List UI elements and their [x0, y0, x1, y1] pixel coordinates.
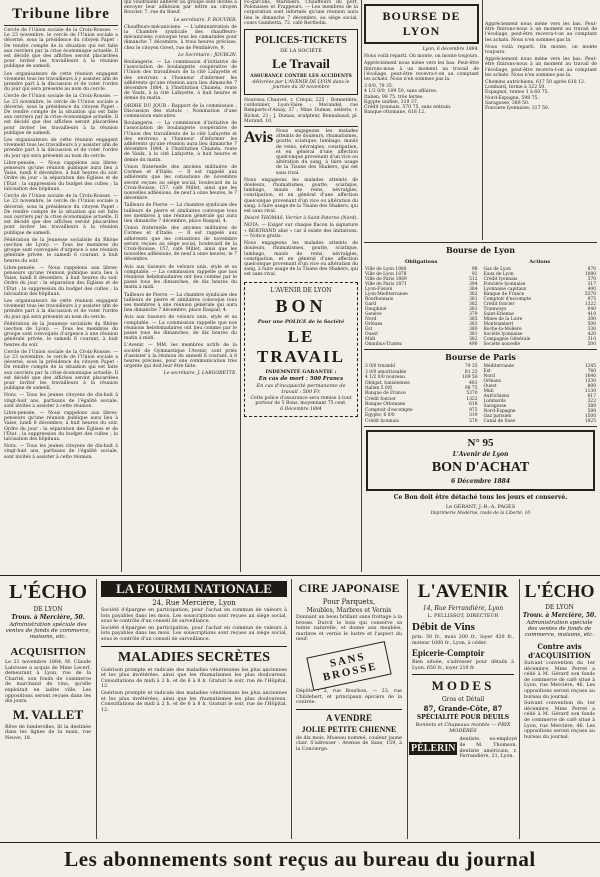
polices-head: POLICES-TICKETS — [255, 35, 347, 47]
quote-name: 3 0/0 amortissable — [365, 369, 407, 375]
quote-name: Roche-la-Molière — [483, 327, 522, 332]
quote-value: 1130 — [584, 389, 596, 394]
bourse-title-box — [364, 4, 479, 44]
quote-name: Crédit foncier — [365, 396, 397, 402]
ad-rule — [407, 579, 408, 839]
avis-block — [244, 129, 358, 178]
article-text: Les organisateurs de cette réunion engagent vivement tous les travailleurs à y assister afin de prendre part à la discussion et de voter l'ordre du jour qui sera présenté au nom du cercle. — [4, 71, 118, 93]
quote-value: 1640 — [584, 374, 596, 379]
ad-echo-left — [2, 579, 94, 839]
lyon-actions-table — [483, 267, 598, 347]
debit-title: Débit de Vins — [412, 621, 475, 633]
lyon-title: Bourse de Lyon — [445, 245, 516, 255]
quote-name: Montrambert — [483, 322, 514, 327]
rule — [244, 126, 358, 127]
quote-value: 383 — [469, 322, 478, 327]
rule — [364, 349, 597, 350]
article-text: Tailleurs de Pierre. — La chambre syndicale des tailleurs de pierre et similaires convoque tous ses membres à une réunion générale qui aura lieu dimanche 7 décembre, place Raspail, 4. — [124, 203, 237, 224]
quote-name: Genève — [365, 312, 382, 317]
quote-name: Compagnie Générale — [483, 337, 531, 342]
sans-brosse: SANS BROSSE — [321, 650, 379, 684]
quote-value: 382 — [469, 337, 478, 342]
polices-note: délivrées par L'AVENIR DE LYON dans le journée du 30 novembre — [252, 80, 350, 91]
quote-value: 382 — [469, 302, 478, 307]
fourmi-text: Société d'épargne en participation, pour l'achat en commun de valeurs à lots payables dans les mois. Les souscriptions sont reçues au siège social, sous le contrôle d'un conseil de surveillance. — [101, 608, 287, 625]
quote-name: Italien 5 0/0 — [365, 386, 393, 392]
quote-name: Foncière lyonnaise — [483, 282, 526, 287]
quote-value: 92 — [471, 272, 478, 277]
bon-indemnity: INDEMNITÉ GARANTIE : — [265, 368, 337, 375]
article-text: Cercle de l'Union sociale de la Croix-Rousse. — Le 23 novembre, le cercle de l'Union sociale a décerné, sous la présidence du citoyen Papet : De rendre compte de la situation qui est faite aux ouvriers par la crise économique actuelle. Il est décidé que des affiches seront placardées pour inviter les travailleurs à la réunion publique de samedi. — [4, 94, 118, 136]
middle-column — [244, 0, 358, 572]
article-text: Libre-pensée. — Nous rappelons aux libres-penseurs qu'une réunion publique aura lieu à Vaise, lundi 8 décembre, à huit heures du soir. Ordre du jour : la séparation des Églises et de l'État ; la suppression du budget des cultes ; la laïcisation des hôpitaux. — [4, 265, 118, 297]
quote-value: 382 — [469, 292, 478, 297]
avis-note: NOTA. — Exiger sur chaque flacon la signature « BERTRAND aîné » car il existe des imitations. — Notice gratis. — [244, 223, 358, 239]
quote-value: 760 — [587, 369, 596, 374]
bon-head: L'AVENIR DE LYON — [270, 286, 332, 294]
vendre-title: A VENDRE — [325, 712, 373, 723]
rente-line: Fonciere lyonnaise, 317 50. — [485, 106, 550, 112]
bourse-tables — [364, 240, 597, 580]
maladies-text: Guérison prompte et radicale des maladies vénériennes les plus anciennes et les plus invétérées, ainsi que les rhumatismes les plus douloureux. Consultations de midi à 2 h. et de 6 à 8 h. Gratuit le soir, rue de l'Hôpital, 12. — [101, 667, 287, 690]
column-rule — [240, 0, 241, 572]
rente-line: Espagnol, rentes 1 à 60 75. — [485, 90, 549, 96]
pelerin-block — [409, 737, 517, 759]
bourse-text: Nous voilà reparti. On monte, on monte toujours. — [364, 54, 479, 60]
paris-right-table — [483, 364, 598, 424]
quote-value: 570 — [469, 418, 478, 424]
bourse-text: Appréciement nous mène vers les bas. Peut-être finirons-nous à un moment au travail de l'écoliage, peut-être recevra-t-on au comptant les achats. Nous n'en sommes pas la. — [364, 61, 479, 83]
column-rule — [361, 0, 362, 572]
quote-name: Banque Ottomane — [365, 402, 406, 408]
sans-brosse-stamp — [306, 641, 391, 691]
cession-title: Contre avis d'ACQUISITION — [528, 642, 591, 660]
echo-address: Trouv. à Mercière, 50. — [522, 612, 597, 619]
quote-value: 618 — [469, 402, 478, 408]
quote-value: 1500 — [584, 414, 596, 419]
quote-value: 870 — [587, 267, 596, 272]
quote-name: Ville de Lyon 1878 — [365, 272, 407, 277]
quote-value: 81 25 — [464, 369, 478, 375]
rente-line: Banque ottomane, 618 12. — [364, 110, 426, 116]
lyon-right — [483, 257, 598, 347]
bon-sub: Pour une POLICE de la Société — [257, 318, 345, 325]
echo-title: L'ÉCHO — [524, 581, 595, 601]
polices-name: Le Travail — [272, 56, 330, 72]
polices-sub: DE LA SOCIÉTÉ — [280, 48, 322, 55]
avis-title: Avis — [244, 129, 274, 147]
quote-value: 381 — [469, 297, 478, 302]
modes-speciality: SPÉCIALITÉ POUR DEUILS — [416, 714, 510, 722]
rule — [101, 646, 287, 647]
quote-name: Ouest — [483, 384, 497, 389]
lyon-obligations-table — [364, 267, 479, 347]
signature: Le secrétaire, P. BOUVIER. — [173, 17, 237, 23]
rule — [4, 25, 118, 26]
signature: Le Secrétaire : JOUBLIN. — [178, 52, 237, 58]
quote-value: 317 — [587, 282, 596, 287]
quote-value: 310 — [587, 337, 596, 342]
quote-name: Omnibus-Tramw. — [365, 342, 403, 347]
subscriptions-banner: Les abonnements sont reçus au bureau du journal — [0, 842, 600, 875]
quote-value: 800 — [587, 384, 596, 389]
quote-value: 1330 — [584, 379, 596, 384]
epicerie-title: Epicerie-Comptoir — [412, 648, 485, 659]
quote-name: Comptoir d'escompte — [365, 407, 413, 413]
ad-rule — [96, 579, 97, 839]
quote-name: Lombards — [483, 399, 506, 404]
rente-line: Saragosse, 389 50. — [485, 100, 530, 106]
quote-value: 975 — [469, 407, 478, 413]
article-text: Chauffeurs-mécaniciens. — L'administration de la Chambre syndicale des chauffeurs-mécaniciens convoque tous les camarades pour dimanche 7 décembre, à trois heures précises, chez le citoyen Greet, rue de Penthièvre, 9. — [124, 24, 237, 51]
quote-name: Egypte, 6 0/0 — [365, 413, 395, 419]
order-of-day: ORDRE DU JOUR : Rapport de la commission ; Discussion des statuts ; Nomination d'une commission exécutive. — [124, 103, 237, 120]
rule — [364, 242, 597, 243]
ad-fourmi — [98, 579, 290, 839]
cire-sub2: Meubles, Marbres et Vernis — [306, 607, 392, 614]
chienne-text: de dix mois. Museau nommé, couleur jaune clair. S'adresser : Avenue de Saxe, 159, à la Concierge. — [296, 735, 402, 752]
article-text: Fédération de la Jeunesse socialiste du Rhône (section de Lyon). — Tous les membres du groupe sont convoqués d'urgence à une réunion générale privée, le samedi 6 courant, à huit heures du soir. — [4, 321, 118, 348]
quote-value: 98 — [471, 267, 478, 272]
quote-value: 5370 — [466, 391, 478, 397]
n95-sub: L'Avenir de Lyon — [452, 451, 509, 458]
quote-name: Saint-Etienne — [483, 312, 514, 317]
bon-achat-box — [366, 430, 595, 491]
quote-name: Obligat. tunisiennes — [365, 380, 410, 386]
quote-value: 79 35 — [464, 364, 478, 370]
quote-name: Orléans — [365, 322, 383, 327]
article-text: Boulangerie. — La commission d'initiative de l'association de boulangerie coopérative de l'Union des travailleurs de la cité Lafayette et des environs a l'honneur d'informer les adhérents qu'une réunion aura lieu dimanche 7 décembre 1884, à l'Institution Chianéa, route de Vaulx, à la cité Lafayette, à huit heures et demie du matin. — [124, 121, 237, 163]
echo-title: L'ÉCHO — [9, 581, 87, 603]
quote-value: 400 — [587, 287, 596, 292]
article-text: Nouveau Chauvet, r. Créqui, 225 ; Bonnetière, cordonnier, Lyon-Vaise ; Morandel, rue Remparts-d'Ainay, 37 ; Mme Dumas, sellerie, r. Bichat, 23 ; J. Dumas, sculpteur, Bonnabaud, pl. Morand, 10. — [244, 98, 358, 124]
rentes-list — [364, 84, 479, 115]
quote-value: 1080 — [584, 272, 596, 277]
ads-rule — [0, 575, 600, 576]
echo-address: Trouv. à Mercière, 50. — [11, 614, 85, 621]
quote-name: Méditerranée — [483, 364, 515, 369]
ad-cire — [293, 579, 405, 839]
quote-name: Gard — [365, 302, 377, 307]
modes-sub: Gros et Détail — [441, 696, 485, 704]
quote-name: Lyonnaise capitaux — [483, 287, 527, 292]
pelerin-text: dentiste, ex-employé de M. Thomson, dentiste américain, r. Ferrandière, 21, Lyon. — [459, 737, 517, 760]
article-text: Nora. — Tous les jeunes citoyens de dix-huit à vingt-huit ans, partisans de l'égalité sociale, sont invités à assister à cette réunion. — [4, 393, 118, 409]
quote-name: Ville de Lyon 1880 — [365, 267, 407, 272]
rente-line: Lombard, ferme à 322 50. — [485, 85, 546, 91]
acquisition-title: ACQUISITION — [10, 646, 86, 658]
rule — [296, 709, 402, 710]
article-text: L'Avenir. — MM. les membres actifs de la société de Gymnastique l'Avenir, sont priés d'assister à la réunion du samedi 6 courant, à 8 heures précises, pour une communication très urgente qui doit leur être faite. — [124, 343, 237, 370]
quote-name: Comptoir d'escompte — [483, 297, 532, 302]
quote-value: 381 — [469, 307, 478, 312]
cession-text: Suivant convention du 1er décembre, Mme Perret a cédé à M. Gérard son fonds de commerce de café situé à Lyon, rue Mercière, 46. Les oppositions seront reçues au bureau du journal. — [524, 661, 595, 700]
avis-text: Nous engageons les malades atteints de douleurs, rhumatismes, goutte, sciatique, lumbago, mauls de reins, névralgies, constipation, et en général d'une affection quelconque provenant d'un vice ou altération du sang, à faire usage de la Tisane des Shakers, qui est sans rival. — [276, 129, 358, 176]
imprimerie: Imprimerie Modèrne, route de la Liberté, 10 — [430, 511, 531, 516]
quote-name: Ouest — [365, 332, 379, 337]
acquisition-text: Le 21 novembre 1884, M. Claude Labrosse a acquis de Mme Lecerf, demeurant à Lyon, rue de la Charité, son fonds de commerce de marchand de vins, qu'elle exploitait en ladite ville. Les oppositions seront reçues dans les dix jours. — [5, 660, 91, 705]
rente-line: Crédit lyonnais, 570 75, sans entrain. — [364, 105, 452, 111]
echo-sub: DE LYON — [545, 604, 574, 611]
quote-value: 394 — [469, 282, 478, 287]
quote-value: 380 — [469, 327, 478, 332]
quote-value: 330 — [587, 327, 596, 332]
quote-value: 389 — [587, 404, 596, 409]
bourse-text: Appréciement nous mène vers les bas. Peut-être finirons-nous à un moment au travail de l'écoliage, peut-être recevra-t-on au comptant les achats. Nous n'en sommes pas la. — [485, 57, 597, 78]
paris-left-table — [364, 364, 479, 424]
pelerin-title: PÈLERIN — [411, 743, 456, 755]
avis-note: Nous engageons les malades atteints de douleurs, rhumatismes, goutte, sciatique, lumbago, mauls de reins, névralgies, constipation, et en général d'une affection quelconque provenant d'un vice ou altération du sang, à faire usage de la Tisane des Shakers, qui est sans rival. — [244, 241, 358, 278]
quote-name: Nord-Espagne — [483, 409, 516, 414]
bourse-text: Nous voilà reparti. On monte, on monte toujours. — [485, 44, 597, 56]
fourmi-banner — [101, 581, 287, 597]
lyon-left — [364, 257, 479, 347]
rente-line: Nord-Espagne, 598 75. — [485, 95, 539, 101]
quote-name: Banque de France — [483, 292, 525, 297]
rente-line: Egypte unifiée, 319 37. — [364, 99, 419, 105]
quote-name: Nord — [365, 317, 377, 322]
lyon-sub: Obligations — [405, 259, 438, 265]
quote-name: Orléans — [483, 379, 501, 384]
chienne-title: JOLIE PETITE CHIENNE — [301, 724, 397, 734]
article-text: Cercle de l'Union sociale de la Croix-Rousse. — Le 23 novembre, le cercle de l'Union sociale a décerné, sous la présidence du citoyen Papet : De rendre compte de la situation qui est faite aux ouvriers par la crise économique actuelle. Il est décidé que des affiches seront placardées pour inviter les travailleurs à la réunion publique de samedi. — [4, 194, 118, 236]
article-text: qui voudraient adhérer au groupe sont invités à envoyer leur adhésion par lettre au citoyen Bouvier, 7, rue du Bœuf. — [124, 0, 237, 16]
quote-name: Société lyonnaise — [483, 332, 523, 337]
quote-name: Nord — [483, 374, 495, 379]
article-text: Tailleurs de Pierre. — La chambre syndicale des tailleurs de pierre et similaires convoque tous ses membres à une réunion générale qui aura lieu dimanche 7 décembre, place Raspail, 4. — [124, 292, 237, 314]
signature: Le secrétaire, J. LARGORETTE. — [163, 371, 237, 377]
cire-text: Donnant un beau brillant sans frottage à la brosse. Durcit le bois qui conserve sa teinte naturelle, et donne aux meubles, marbres et vernis le lustre et l'aspect du neuf. — [296, 615, 402, 643]
quote-name: Crédit foncier — [483, 302, 515, 307]
article-text: Union fraternelle des anciens militaires de Cormes et d'Italie. — Il est rappelé aux adhérents que les cotisations de novembre seront reçues au siège social, boulevard de la Croix-Rousse, 157, café Millet, ainsi que les nouvelles adhésions, de neuf à onze heures, le 7 décembre. — [124, 164, 237, 202]
quote-value: 1925 — [584, 419, 596, 424]
quote-name: Crédit lyonnais — [365, 418, 399, 424]
article-text: Cercle de l'Union sociale de la Croix-Rousse. — Le 23 novembre, le cercle de l'Union sociale a décerné, sous la présidence du citoyen Papet : De rendre compte de la situation qui est faite aux ouvriers par la crise économique actuelle. Il est décidé que des affiches seront placardées pour inviter les travailleurs à la réunion publique de samedi. — [4, 28, 118, 70]
cire-title: CIRE JAPONAISE — [298, 581, 400, 595]
quote-value: 500 — [587, 342, 596, 347]
quote-name: Ville de Paris 1871 — [365, 282, 407, 287]
quote-name: Est — [365, 327, 373, 332]
vallet-text: Rêve de lunderolles, lit la destinée dans les lignes de la main, rue Neuve, 18. — [5, 724, 91, 741]
quote-name: 3 0/0 trnsmbl — [365, 364, 395, 370]
quote-value: 319 — [469, 413, 478, 419]
rule — [412, 674, 514, 675]
ad-avenir — [409, 579, 517, 839]
cire-sub: Pour Parquets, — [322, 598, 376, 606]
modes-title: MODES — [431, 678, 495, 694]
rente-line: Chemins autrichiens, 617 50 après 618 12. — [485, 80, 586, 86]
article-text: Avis aux tisseurs de velours unis, style et sa comptable. — La commission rappelle que nos réunions hebdomadaires ont lieu comme par le passé tous les dimanches, de dix heures du matin à midi. — [124, 315, 237, 342]
quote-value: 570 — [587, 277, 596, 282]
bon-amount2: En cas d'incapacité permanente de travail : 500 Fr. — [256, 382, 346, 395]
quote-value: 379 — [469, 312, 478, 317]
avenir-director: L. PELLISSOT, DIRECTEUR — [427, 613, 499, 619]
quote-value: 109 50 — [462, 375, 478, 381]
cession-text: Suivant convention du 1er décembre, Mme Perret a cédé à M. Gérard son fonds de commerce de café situé à Lyon, rue Mercière, 46. Les oppositions seront reçues au bureau du journal. — [524, 701, 595, 740]
fourmi-address: 24, Rue Mercière, Lyon — [152, 599, 236, 607]
gerant: Le GÉRANT, J.-B.-A. PAGÈS — [445, 504, 516, 510]
epicerie-text: Bien située, s'adresser pour détails à Lyon. 650 fr., loyer 210 fr. — [412, 660, 514, 671]
rule — [364, 426, 597, 427]
quote-value: 500 — [587, 322, 596, 327]
tribune-column — [4, 0, 118, 462]
quote-name: Saragosse — [483, 404, 507, 409]
quote-row — [364, 342, 479, 347]
quote-value: 322 — [587, 399, 596, 404]
achat-title: BON D'ACHAT — [431, 460, 530, 475]
quote-name: Dauphiné — [365, 307, 387, 312]
article-text: Nora. — Tous les jeunes citoyens de dix-huit à vingt-huit ans, partisans de l'égalité sociale, sont invités à assister à cette réunion. — [4, 444, 118, 460]
article-text: Fo-garcons, Mariniers, Chauffeurs du port, Polonaises et Frappeurs. — Les membres de la corporation sont informés qu'une réunion aura lieu le dimanche 7 décembre, au siège social, cours Gambetta, 72, café Berthelin. — [244, 0, 358, 26]
paris-tables — [364, 364, 597, 424]
article-text: Les organisateurs de cette réunion engagent vivement tous les travailleurs à y assister afin de prendre part à la discussion et de voter l'ordre du jour qui sera présenté au nom du cercle. — [4, 298, 118, 320]
notices-column — [124, 0, 237, 572]
quote-value: 617 — [587, 394, 596, 399]
quote-row — [483, 419, 598, 424]
quote-name: Midi — [365, 337, 376, 342]
quote-row — [483, 342, 598, 347]
quote-value: 381 — [469, 332, 478, 337]
ad-rule — [519, 579, 520, 839]
quote-value: 385 — [469, 317, 478, 322]
echo-text: Administration spéciale des ventes de fonds de commerce, maisons, etc. — [5, 622, 91, 640]
quote-value: 410 — [587, 312, 596, 317]
article-text: Libre-pensée. — Nous rappelons aux libres-penseurs qu'une réunion publique aura lieu à Vaise, lundi 8 décembre, à huit heures du soir. Ordre du jour : la séparation des Églises et de l'État ; la suppression du budget des cultes ; la laïcisation des hôpitaux. — [4, 411, 118, 443]
lyon-tables — [364, 257, 597, 347]
quote-name: Tramways — [483, 307, 507, 312]
quote-value: 1322 — [584, 302, 596, 307]
quote-name: Est — [483, 369, 491, 374]
cire-depot: Dépôts : 2, rue Bourbon, — 23, rue Childebert, et principaux épiciers de la contrée. — [296, 688, 402, 706]
bon-foot: Cette police d'assurance sera remise à tout porteur de 5 Bons, moyennant 75 cent. — [250, 395, 352, 406]
quote-value: 490 — [469, 342, 478, 347]
rente-line: 3 0/0, 79 35. — [364, 84, 394, 90]
quote-value: 640 — [587, 307, 596, 312]
modes-address: 87, Grande-Côte, 87 — [423, 704, 503, 714]
polices-tag: ASSURANCE CONTRE LES ACCIDENTS — [250, 74, 352, 80]
quote-value: 975 — [587, 297, 596, 302]
paris-title: Bourse de Paris — [445, 352, 516, 362]
achat-date: 6 Décembre 1884 — [450, 478, 511, 485]
avenir-address: 14, Rue Ferrandière, Lyon — [422, 605, 504, 612]
quote-value: 512 — [469, 277, 478, 282]
quote-name: Banque de France — [365, 391, 406, 397]
rente-line: 4 1/2 0/0, 109 50, sans affaires. — [364, 89, 438, 95]
quote-name: Bourbonnais — [365, 297, 394, 302]
quote-row — [364, 419, 479, 424]
modes-text: Bonnets et Chapeaux montés — PRIX MODÉRÉS — [415, 722, 511, 735]
quote-name: Mines de la Loire — [483, 317, 523, 322]
article-text: Boulangerie. — La commission d'initiative de l'association de boulangerie coopérative de l'Union des travailleurs de la cité Lafayette et des environs a l'honneur d'informer les adhérents qu'une réunion aura lieu dimanche 7 décembre 1884, à l'Institution Chianéa, route de Vaulx, à la cité Lafayette, à huit heures et demie du matin. — [124, 60, 237, 102]
quote-name: Eaux de Lyon — [483, 272, 514, 277]
quote-name: Autrichiens — [483, 394, 510, 399]
achat-note: Ce Bon doit être détaché tous les jours et conservé. — [393, 494, 568, 501]
quote-value: 98 75 — [464, 386, 478, 392]
bourse-text: Appréciement nous mène vers les bas. Peut-être finirons-nous à un moment au travail de l'écoliage, peut-être recevra-t-on au comptant les achats. Nous n'en sommes pas la. — [485, 22, 597, 43]
quote-value: 481 — [469, 380, 478, 386]
article-text: Fédération de la Jeunesse socialiste du Rhône (section de Lyon). — Tous les membres du groupe sont convoqués d'urgence à une réunion générale privée, le samedi 6 courant, à huit heures du soir. — [4, 237, 118, 264]
quote-value: 420 — [587, 332, 596, 337]
column-rule — [121, 0, 122, 572]
debit-text: prix: 50 fr., mois 200 fr., loyer 420 fr., moteur 1000 fr., Lyon, à céder. — [412, 635, 514, 646]
echo-sub: DE LYON — [33, 606, 63, 613]
maladies-title: MALADIES SECRÈTES — [117, 649, 271, 665]
quote-name: Gaz parisien — [483, 414, 512, 419]
maladies-text: Guérison prompte et radicale des maladies vénériennes les plus anciennes et les plus invétérées, ainsi que les rhumatismes les plus douloureux. Consultations de midi à 2 h. et de 6 à 8 h. Gratuit le soir, rue de l'Hôpital, 12. — [101, 690, 287, 713]
fourmi-title: LA FOURMI NATIONALE — [116, 581, 272, 596]
bon-title: BON — [275, 295, 327, 316]
polices-tickets-box — [244, 29, 358, 95]
quote-name: Gaz de Lyon — [483, 267, 511, 272]
bon-date: 6 Décembre 1884 — [280, 406, 322, 412]
quote-name: 4 1/2 0/0 nouveau — [365, 375, 405, 381]
quote-name: Lyon-Mediterranee — [365, 292, 408, 297]
echo-text: Administration spéciale des ventes de fonds de commerce, maisons, etc. — [524, 620, 595, 638]
bon-amount: En cas de mort : 500 Francs — [258, 375, 344, 382]
ad-echo-right — [521, 579, 598, 839]
quote-name: Société nouvelle — [483, 342, 521, 347]
ad-rule — [291, 579, 292, 839]
quote-value: 598 — [587, 409, 596, 414]
quote-value: 1245 — [584, 364, 596, 369]
article-text: Avis aux tisseurs de velours unis, style et sa comptable. — La commission rappelle que nos réunions hebdomadaires ont lieu comme par le passé tous les dimanches, de dix heures du matin à midi. — [124, 264, 237, 291]
lyon-right-head: Actions — [529, 259, 551, 265]
quote-name: Midi — [483, 389, 494, 394]
avis-signature: Désiré THOMAS, Verrier à Saint-Paterne (Nord). — [244, 216, 358, 222]
article-text: Union fraternelle des anciens militaires de Cormes et d'Italie. — Il est rappelé aux adhérents que les cotisations de novembre seront reçues au siège social, boulevard de la Croix-Rousse, 157, café Millet, ainsi que les nouvelles adhésions, de neuf à onze heures, le 7 décembre. — [124, 226, 237, 263]
quote-value: 1322 — [466, 396, 478, 402]
quote-name: Ville de Paris 1869 — [365, 277, 407, 282]
article-text: Libre-pensée. — Nous rappelons aux libres-penseurs qu'une réunion publique aura lieu à Vaise, lundi 8 décembre, à huit heures du soir. Ordre du jour : la séparation des Églises et de l'État ; la suppression du budget des cultes ; la laïcisation des hôpitaux. — [4, 160, 118, 192]
avenir-title: L'AVENIR — [417, 581, 509, 602]
n95: N° 95 — [467, 437, 494, 449]
fourmi-text: Société d'épargne en participation, pour l'achat en commun de valeurs à lots payables dans les mois. Les souscriptions sont reçues au siège social, sous le contrôle d'un conseil de surveillance. — [101, 625, 287, 642]
quote-value: 300 — [587, 317, 596, 322]
rente-line: Italien, 98 75, très ferme. — [364, 94, 424, 100]
avis-text: Nous engageons les malades atteints de douleurs, rhumatismes, goutte, sciatique, lumbago, mauls de reins, névralgies, constipation, et en général d'une affection quelconque provenant d'un vice ou altération du sang, à faire usage de la Tisane des Shakers, qui est sans rival. — [244, 177, 358, 215]
rentes-list — [485, 80, 597, 111]
tribune-title: Tribune libre — [12, 6, 110, 22]
quote-name: Canal de Suez — [483, 419, 516, 424]
article-text: Les organisateurs de cette réunion engagent vivement tous les travailleurs à y assister afin de prendre part à la discussion et de voter l'ordre du jour qui sera présenté au nom du cercle. — [4, 138, 118, 159]
vallet-title: M. VALLET — [12, 706, 84, 722]
bourse-date: Lyon, 6 décembre 1884. — [422, 47, 479, 52]
quote-value: 5370 — [584, 292, 596, 297]
quote-name: Lyon-Fusion — [365, 287, 393, 292]
bon-name: LE TRAVAIL — [256, 326, 346, 366]
article-text: Cercle de l'Union sociale de la Croix-Rousse. — Le 23 novembre, le cercle de l'Union sociale a décerné, sous la présidence du citoyen Papet : De rendre compte de la situation qui est faite aux ouvriers par la crise économique actuelle. Il est décidé que des affiches seront placardées pour inviter les travailleurs à la réunion publique de samedi. — [4, 349, 118, 392]
bourse-title: BOURSE DE LYON — [382, 9, 461, 38]
quote-name: Crédit lyonnais — [483, 277, 518, 282]
quote-value: 384 — [469, 287, 478, 292]
coupon-bon — [244, 282, 358, 417]
